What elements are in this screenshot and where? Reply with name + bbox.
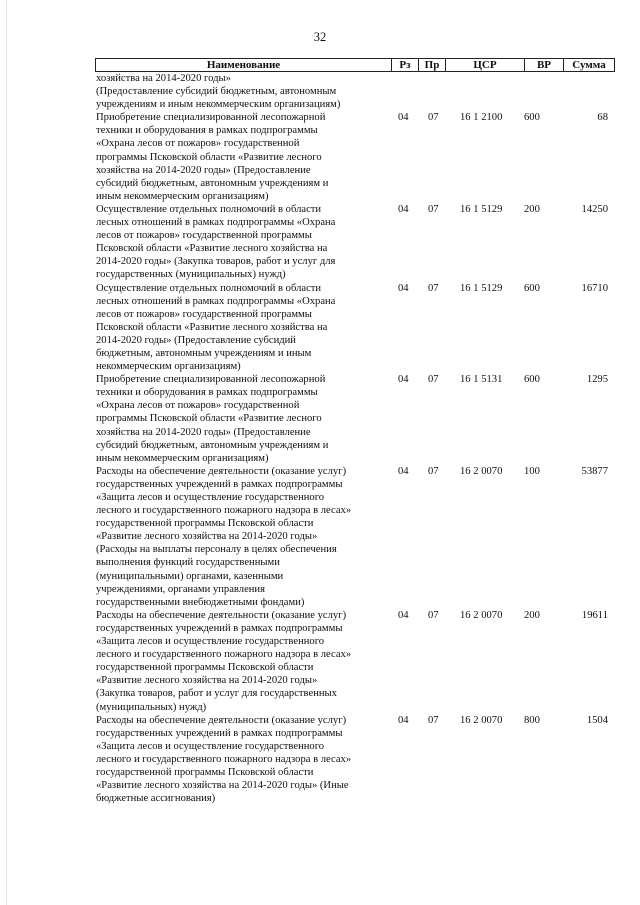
table-row	[0, 609, 640, 714]
row-vr: 100	[524, 465, 540, 477]
header-vr: ВР	[524, 58, 564, 72]
table-row	[0, 465, 640, 609]
row-sum: 1295	[586, 374, 608, 386]
table-row	[0, 282, 640, 374]
row-sum: 16710	[581, 282, 608, 294]
row-csr: 16 1 5131	[460, 374, 503, 386]
row-rz: 04	[398, 203, 409, 215]
row-name: Расходы на обеспечение деятельности (оказание услуг) государственных учреждений в рамках подпрограммы «Защита лесов и осуществление государственного лесного и государственного пожарного надзора в лесах» государственной программы Псковской области «Развитие лесного хозяйства на 2014-2020 годы» (Закупка товаров, работ и услуг для государственных (муниципальных) нужд)	[96, 609, 352, 713]
row-vr: 600	[524, 112, 540, 124]
row-csr: 16 2 0070	[460, 465, 503, 477]
row-name: хозяйства на 2014-2020 годы» (Предоставление субсидий бюджетным, автономным учреждениям и иным некоммерческим организациям)	[96, 73, 341, 111]
row-csr: 16 1 5129	[460, 282, 503, 294]
row-pr: 07	[428, 282, 439, 294]
row-csr: 16 1 2100	[460, 112, 503, 124]
header-name: Наименование	[95, 58, 392, 72]
header-csr: ЦСР	[445, 58, 525, 72]
row-pr: 07	[428, 465, 439, 477]
row-pr: 07	[428, 203, 439, 215]
row-csr: 16 2 0070	[460, 609, 503, 621]
header-rz: Рз	[391, 58, 419, 72]
row-rz: 04	[398, 465, 409, 477]
row-pr: 07	[428, 714, 439, 726]
row-vr: 600	[524, 282, 540, 294]
row-name: Расходы на обеспечение деятельности (оказание услуг) государственных учреждений в рамках подпрограммы «Защита лесов и осуществление государственного лесного и государственного пожарного надзора в лесах» государственной программы Псковской области «Развитие лесного хозяйства на 2014-2020 годы» (Расходы на выплаты персоналу в целях обеспечения выполнения функций государственными (муниципальными) органами, казенными учреждениями, органами управления государственными внебюджетными фондами)	[96, 465, 352, 608]
row-pr: 07	[428, 609, 439, 621]
row-sum: 14250	[581, 203, 608, 215]
row-rz: 04	[398, 609, 409, 621]
row-rz: 04	[398, 112, 409, 124]
table-header	[95, 58, 615, 72]
row-pr: 07	[428, 112, 439, 124]
row-vr: 600	[524, 374, 540, 386]
table-row	[0, 203, 640, 282]
row-name: Осуществление отдельных полномочий в области лесных отношений в рамках подпрограммы «Охрана лесов от пожаров» государственной программы Псковской области «Развитие лесного хозяйства на 2014-2020 годы» (Закупка товаров, работ и услуг для государственных (муниципальных) нужд)	[96, 203, 336, 281]
row-name: Приобретение специализированной лесопожарной техники и оборудования в рамках подпрограммы «Охрана лесов от пожаров» государственной программы Псковской области «Развитие лесного хозяйства на 2014-2020 годы» (Предоставление субсидий бюджетным, автономным учреждениям и иным некоммерческим организациям)	[96, 112, 329, 202]
row-name: Осуществление отдельных полномочий в области лесных отношений в рамках подпрограммы «Охрана лесов от пожаров» государственной программы Псковской области «Развитие лесного хозяйства на 2014-2020 годы» (Предоставление субсидий бюджетным, автономным учреждениям и иным некоммерческим организациям)	[96, 282, 336, 373]
table-row	[0, 72, 640, 111]
page-number: 32	[313, 30, 327, 44]
table-row	[0, 714, 640, 806]
table-row	[0, 373, 640, 465]
row-pr: 07	[428, 374, 439, 386]
row-rz: 04	[398, 282, 409, 294]
row-sum: 1504	[586, 714, 608, 726]
row-name: Приобретение специализированной лесопожарной техники и оборудования в рамках подпрограммы «Охрана лесов от пожаров» государственной программы Псковской области «Развитие лесного хозяйства на 2014-2020 годы» (Предоставление субсидий бюджетным, автономным учреждениям и иным некоммерческим организациям)	[96, 374, 329, 464]
header-sum: Сумма	[563, 58, 615, 72]
row-name: Расходы на обеспечение деятельности (оказание услуг) государственных учреждений в рамках подпрограммы «Защита лесов и осуществление государственного лесного и государственного пожарного надзора в лесах» государственной программы Псковской области «Развитие лесного хозяйства на 2014-2020 годы» (Иные бюджетные ассигнования)	[96, 714, 352, 805]
row-vr: 800	[524, 714, 540, 726]
row-vr: 200	[524, 203, 540, 215]
row-sum: 53877	[581, 465, 608, 477]
table-row	[0, 111, 640, 203]
header-pr: Пр	[418, 58, 446, 72]
table-body	[0, 72, 640, 805]
row-vr: 200	[524, 609, 540, 621]
row-sum: 68	[597, 112, 608, 124]
row-csr: 16 1 5129	[460, 203, 503, 215]
row-rz: 04	[398, 374, 409, 386]
row-sum: 19611	[581, 609, 608, 621]
row-rz: 04	[398, 714, 409, 726]
row-csr: 16 2 0070	[460, 714, 503, 726]
